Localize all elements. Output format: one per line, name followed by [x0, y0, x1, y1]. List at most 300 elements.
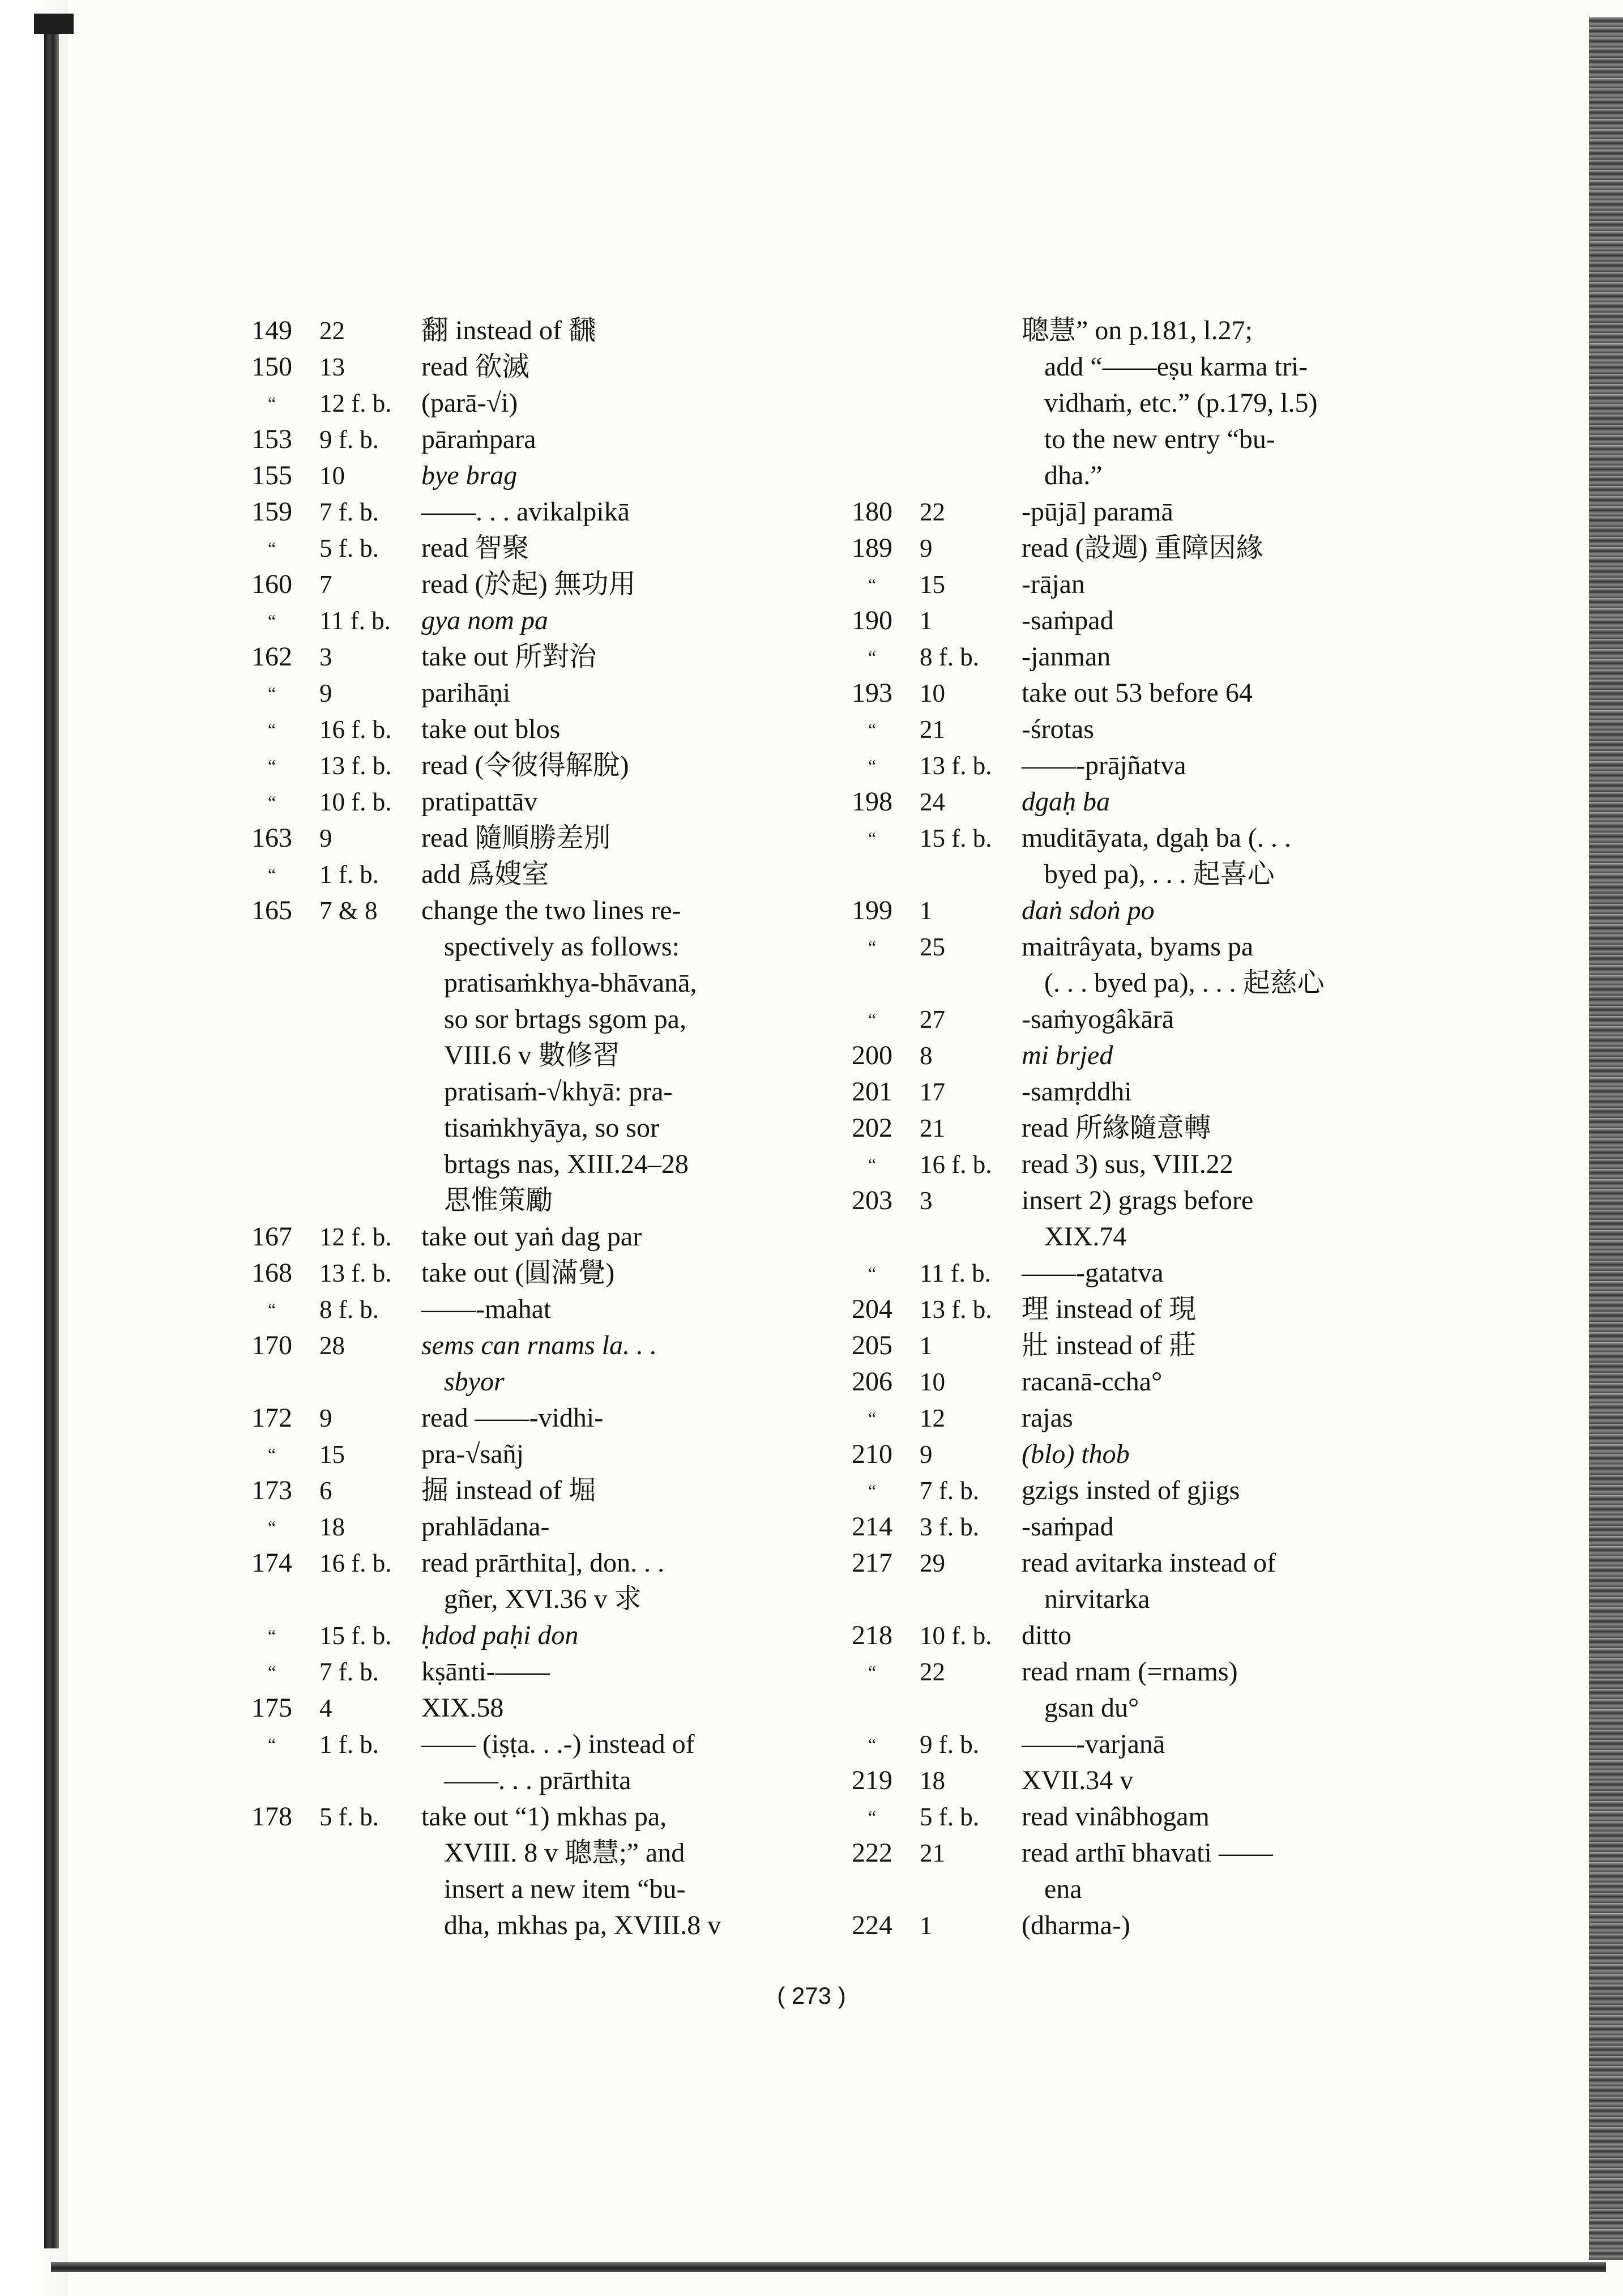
errata-entry: [832, 639, 1399, 675]
entry-correction: [1022, 893, 1399, 929]
entry-correction: [1022, 1436, 1399, 1473]
entry-page: “: [267, 1299, 276, 1320]
correction-line: read 所緣隨意轉: [1022, 1113, 1211, 1143]
errata-entry: [832, 1110, 1399, 1146]
entry-page: 149: [251, 315, 292, 345]
errata-entry: [232, 675, 804, 711]
correction-line: XVIII. 8 v 聰慧;” and: [444, 1838, 685, 1868]
entry-correction: [1022, 1799, 1399, 1835]
correction-line: 掘 instead of 堀: [421, 1475, 596, 1505]
correction-line: ena: [1044, 1874, 1082, 1904]
entry-page: 163: [251, 823, 292, 853]
entry-correction: [1022, 1400, 1399, 1436]
correction-line: ——. . . avikalpikā: [421, 497, 630, 527]
entry-correction: [421, 1799, 804, 1944]
correction-line: read 智聚: [421, 533, 529, 563]
entry-correction: [421, 603, 804, 639]
errata-entry: [232, 458, 804, 494]
entry-line: 9: [319, 679, 332, 707]
entry-page: 217: [852, 1548, 892, 1578]
errata-entry: [232, 639, 804, 675]
entry-line: 1: [920, 1911, 933, 1940]
entry-line: 11 f. b.: [920, 1259, 991, 1287]
entry-page: “: [267, 719, 276, 740]
correction-line: -saṁyogâkārā: [1022, 1004, 1174, 1034]
errata-entry: [232, 1799, 804, 1944]
entry-page: “: [868, 828, 877, 848]
entry-correction: [421, 1654, 804, 1690]
errata-entry: [232, 784, 804, 820]
entry-line: 12 f. b.: [319, 1223, 392, 1251]
correction-line: ——-varjanā: [1022, 1729, 1165, 1759]
entry-page: 162: [251, 642, 292, 672]
correction-line: rajas: [1022, 1403, 1073, 1433]
errata-entry: [832, 1654, 1399, 1726]
entry-line: 16 f. b.: [319, 1549, 392, 1577]
entry-correction: [421, 349, 804, 385]
correction-line: 翻 instead of 飜: [421, 315, 596, 345]
entry-page: “: [267, 611, 276, 631]
entry-correction: [1022, 784, 1399, 820]
entry-line: 11 f. b.: [319, 607, 391, 635]
correction-line: add “——eṣu karma tri-: [1044, 352, 1308, 382]
errata-entry: [832, 1364, 1399, 1400]
correction-line: gya nom pa: [421, 605, 548, 635]
entry-correction: [421, 639, 804, 675]
entry-correction: [421, 1545, 804, 1618]
entry-correction: [1022, 929, 1399, 1001]
correction-line: XIX.58: [421, 1693, 504, 1723]
entry-page: 204: [852, 1294, 892, 1324]
errata-entry: [232, 1726, 804, 1799]
entry-page: “: [868, 1009, 877, 1030]
errata-entry: [832, 313, 1399, 494]
entry-line: 9: [920, 1440, 933, 1469]
entry-line: 17: [920, 1078, 945, 1106]
correction-line: take out yaṅ dag par: [421, 1222, 642, 1252]
entry-page: “: [267, 1444, 276, 1465]
errata-entry: [232, 748, 804, 784]
entry-line: 7 f. b.: [319, 1658, 379, 1686]
correction-line: byed pa), . . . 起喜心: [1044, 859, 1275, 889]
errata-entry: [232, 1654, 804, 1690]
entry-correction: [421, 458, 804, 494]
entry-correction: [1022, 820, 1399, 893]
entry-line: 16 f. b.: [920, 1150, 992, 1179]
errata-entry: [832, 1255, 1399, 1291]
errata-entry: [832, 1907, 1399, 1944]
entry-page: “: [868, 1662, 877, 1682]
errata-entry: [832, 748, 1399, 784]
errata-entry: [232, 856, 804, 893]
entry-line: 1: [920, 1331, 933, 1360]
correction-line: -śrotas: [1022, 714, 1094, 744]
entry-line: 7 & 8: [319, 897, 378, 925]
errata-entry: [232, 385, 804, 421]
errata-entry: [832, 1328, 1399, 1364]
entry-page: 175: [251, 1693, 292, 1723]
entry-line: 13: [319, 353, 345, 381]
entry-correction: [1022, 1328, 1399, 1364]
entry-correction: [1022, 675, 1399, 711]
entry-page: 224: [852, 1910, 892, 1940]
entry-correction: [1022, 1074, 1399, 1110]
entry-page: 200: [852, 1040, 892, 1070]
errata-entry: [832, 711, 1399, 748]
entry-line: 13 f. b.: [319, 1259, 392, 1287]
entry-line: 24: [920, 788, 945, 816]
entry-line: 8 f. b.: [319, 1295, 379, 1324]
entry-correction: [421, 494, 804, 530]
errata-entry: [232, 566, 804, 603]
errata-entry: [832, 1436, 1399, 1473]
entry-page: “: [267, 1662, 276, 1682]
errata-entry: [832, 1726, 1399, 1762]
entry-correction: [1022, 1001, 1399, 1038]
entry-correction: [421, 566, 804, 603]
errata-entry: [832, 1835, 1399, 1907]
correction-line: take out blos: [421, 714, 561, 744]
entry-correction: [421, 385, 804, 421]
entry-correction: [421, 675, 804, 711]
correction-line: bye brag: [421, 460, 518, 490]
correction-line: change the two lines re-: [421, 895, 681, 925]
correction-line: muditāyata, dgaḥ ba (. . .: [1022, 823, 1291, 853]
correction-line: ——-gatatva: [1022, 1258, 1164, 1288]
entry-line: 21: [920, 1114, 945, 1142]
entry-line: 9: [319, 1404, 332, 1432]
correction-line: racanā-ccha°: [1022, 1367, 1163, 1397]
entry-line: 1: [920, 607, 933, 635]
entry-line: 22: [319, 317, 345, 345]
entry-page: “: [868, 1408, 877, 1428]
entry-correction: [421, 1509, 804, 1545]
entry-page: “: [868, 1807, 877, 1827]
correction-line: mi brjed: [1022, 1040, 1113, 1070]
entry-line: 18: [920, 1766, 945, 1795]
errata-entry: [232, 1219, 804, 1255]
entry-correction: [1022, 1473, 1399, 1509]
entry-page: 205: [852, 1330, 892, 1360]
correction-line: 理 instead of 現: [1022, 1294, 1196, 1324]
entry-page: “: [267, 1625, 276, 1646]
entry-page: 170: [251, 1330, 292, 1360]
entry-correction: [421, 530, 804, 566]
entry-line: 22: [920, 1658, 945, 1686]
page-number: ( 273 ): [777, 1982, 846, 2009]
entry-line: 27: [920, 1005, 945, 1034]
errata-entry: [832, 893, 1399, 929]
errata-entry: [832, 566, 1399, 603]
correction-line: kṣānti-——: [421, 1657, 550, 1687]
correction-line: read prārthita], don. . .: [421, 1548, 665, 1578]
entry-page: “: [267, 683, 276, 703]
correction-line: read arthī bhavati ——: [1022, 1838, 1273, 1868]
entry-line: 10 f. b.: [920, 1621, 992, 1650]
entry-page: “: [868, 1480, 877, 1501]
entry-page: “: [868, 574, 877, 595]
entry-page: 165: [251, 895, 292, 925]
correction-line: take out 53 before 64: [1022, 678, 1253, 708]
entry-line: 9 f. b.: [319, 425, 379, 454]
entry-page: “: [267, 538, 276, 558]
entry-page: 190: [852, 605, 892, 635]
correction-line: sbyor: [444, 1367, 505, 1397]
entry-page: 199: [852, 895, 892, 925]
errata-entry: [832, 1473, 1399, 1509]
entry-page: 218: [852, 1620, 892, 1650]
entry-line: 10: [920, 1368, 945, 1396]
entry-line: 6: [319, 1476, 332, 1505]
entry-line: 21: [920, 1839, 945, 1867]
correction-line: -samṛddhi: [1022, 1077, 1132, 1107]
entry-correction: [1022, 639, 1399, 675]
errata-entry: [232, 1473, 804, 1509]
correction-line: read 隨順勝差別: [421, 823, 611, 853]
correction-line: ḥdod paḥi don: [421, 1620, 579, 1650]
entry-page: “: [267, 864, 276, 885]
entry-correction: [421, 1219, 804, 1255]
scan-edge-bottom: [51, 2262, 1606, 2272]
correction-line: ——-prājñatva: [1022, 750, 1186, 780]
entry-correction: [1022, 603, 1399, 639]
entry-page: “: [868, 647, 877, 667]
entry-line: 13 f. b.: [920, 1295, 992, 1324]
entry-page: 153: [251, 424, 292, 454]
entry-page: 159: [251, 497, 292, 527]
errata-entry: [232, 1690, 804, 1726]
entry-line: 29: [920, 1549, 945, 1577]
correction-line: parihāṇi: [421, 678, 511, 708]
errata-entry: [832, 1038, 1399, 1074]
entry-page: 206: [852, 1367, 892, 1397]
entry-correction: [421, 856, 804, 893]
entry-correction: [1022, 313, 1399, 494]
errata-entry: [832, 1799, 1399, 1835]
errata-entry: [832, 494, 1399, 530]
entry-line: 10: [319, 462, 345, 490]
entry-correction: [1022, 1255, 1399, 1291]
correction-line: spectively as follows:: [444, 932, 680, 962]
entry-correction: [1022, 748, 1399, 784]
correction-line: insert 2) grags before: [1022, 1185, 1254, 1215]
entry-page: 180: [852, 497, 892, 527]
entry-correction: [421, 1291, 804, 1328]
errata-entry: [832, 1400, 1399, 1436]
correction-line: 壯 instead of 莊: [1022, 1330, 1196, 1360]
errata-entry: [232, 1545, 804, 1618]
errata-entry: [832, 929, 1399, 1001]
scan-edge-right: [1589, 17, 1623, 2260]
entry-page: 150: [251, 352, 292, 382]
correction-line: XVII.34 v: [1022, 1765, 1134, 1795]
correction-line: dha.”: [1044, 460, 1103, 490]
entry-correction: [1022, 1110, 1399, 1146]
entry-line: 3 f. b.: [920, 1513, 979, 1541]
entry-line: 13 f. b.: [920, 752, 992, 780]
correction-line: read (令彼得解脫): [421, 750, 629, 780]
entry-page: “: [267, 756, 276, 776]
entry-line: 15: [920, 570, 945, 599]
errata-entry: [232, 349, 804, 385]
entry-page: 167: [251, 1222, 292, 1252]
errata-entry: [832, 1001, 1399, 1038]
entry-page: 202: [852, 1113, 892, 1143]
entry-line: 9 f. b.: [920, 1730, 979, 1759]
entry-line: 1 f. b.: [319, 860, 379, 889]
entry-line: 18: [319, 1513, 345, 1541]
entry-line: 10 f. b.: [319, 788, 392, 816]
correction-line: read ——-vidhi-: [421, 1403, 604, 1433]
correction-line: pra-√sañj: [421, 1439, 524, 1469]
errata-entry: [232, 1400, 804, 1436]
errata-entry: [832, 1074, 1399, 1110]
correction-line: VIII.6 v 數修習: [444, 1040, 620, 1070]
entry-correction: [1022, 1364, 1399, 1400]
entry-page: “: [868, 1154, 877, 1175]
entry-correction: [421, 711, 804, 748]
correction-line: dha, mkhas pa, XVIII.8 v: [444, 1910, 721, 1940]
entry-correction: [421, 1255, 804, 1291]
correction-line: pratisaṁkhya-bhāvanā,: [444, 968, 697, 998]
correction-line: vidhaṁ, etc.” (p.179, l.5): [1044, 388, 1318, 418]
correction-line: -saṁpad: [1022, 605, 1114, 635]
errata-entry: [832, 784, 1399, 820]
correction-line: tisaṁkhyāya, so sor: [444, 1113, 659, 1143]
entry-correction: [1022, 1146, 1399, 1183]
errata-entry: [832, 1146, 1399, 1183]
errata-entry: [232, 313, 804, 349]
correction-line: take out 所對治: [421, 642, 597, 672]
errata-entry: [832, 820, 1399, 893]
entry-page: 155: [251, 460, 292, 490]
correction-line: -saṁpad: [1022, 1512, 1114, 1542]
correction-line: read 3) sus, VIII.22: [1022, 1149, 1233, 1179]
entry-correction: [1022, 494, 1399, 530]
correction-line: gsan du°: [1044, 1693, 1139, 1723]
correction-line: read vinâbhogam: [1022, 1802, 1210, 1832]
correction-line: XIX.74: [1044, 1222, 1127, 1252]
entry-page: 219: [852, 1765, 892, 1795]
entry-line: 7 f. b.: [920, 1476, 979, 1505]
entry-correction: [1022, 1618, 1399, 1654]
errata-entry: [832, 1618, 1399, 1654]
entry-correction: [1022, 1545, 1399, 1618]
errata-entry: [832, 1762, 1399, 1799]
correction-line: daṅ sdoṅ po: [1022, 895, 1155, 925]
entry-page: “: [868, 1734, 877, 1755]
entry-line: 1 f. b.: [319, 1730, 379, 1759]
entry-line: 9: [920, 534, 933, 562]
errata-column-right: [832, 313, 1399, 1944]
errata-entry: [232, 530, 804, 566]
errata-entry: [232, 1509, 804, 1545]
entry-line: 28: [319, 1331, 345, 1360]
entry-correction: [421, 893, 804, 1219]
entry-page: 214: [852, 1512, 892, 1542]
correction-line: prahlādana-: [421, 1512, 550, 1542]
errata-entry: [232, 1291, 804, 1328]
errata-entry: [232, 1436, 804, 1473]
entry-line: 9: [319, 824, 332, 852]
errata-entry: [232, 421, 804, 458]
entry-line: 7 f. b.: [319, 498, 379, 526]
errata-entry: [832, 675, 1399, 711]
entry-correction: [1022, 1183, 1399, 1255]
errata-entry: [232, 893, 804, 1219]
correction-line: brtags nas, XIII.24–28: [444, 1149, 689, 1179]
entry-line: 15: [319, 1440, 345, 1469]
correction-line: pratipattāv: [421, 787, 538, 817]
entry-correction: [1022, 1509, 1399, 1545]
correction-line: take out “1) mkhas pa,: [421, 1802, 667, 1832]
correction-line: -rājan: [1022, 569, 1085, 599]
errata-column-left: [232, 313, 804, 1944]
entry-page: 203: [852, 1185, 892, 1215]
errata-entry: [832, 1545, 1399, 1618]
entry-line: 15 f. b.: [319, 1621, 392, 1650]
correction-line: gñer, XVI.36 v 求: [444, 1584, 642, 1614]
entry-line: 5 f. b.: [920, 1803, 979, 1831]
entry-page: 201: [852, 1077, 892, 1107]
errata-entry: [832, 1291, 1399, 1328]
entry-correction: [421, 820, 804, 856]
entry-page: “: [868, 1263, 877, 1283]
entry-correction: [1022, 1291, 1399, 1328]
entry-correction: [421, 748, 804, 784]
entry-line: 15 f. b.: [920, 824, 992, 852]
correction-line: gzigs insted of gjigs: [1022, 1475, 1240, 1505]
errata-entry: [232, 711, 804, 748]
correction-line: 思惟策勵: [444, 1185, 553, 1215]
correction-line: -janman: [1022, 642, 1111, 672]
entry-correction: [1022, 711, 1399, 748]
entry-correction: [421, 1618, 804, 1654]
entry-page: “: [868, 756, 877, 776]
correction-line: sems can rnams la. . .: [421, 1330, 657, 1360]
correction-line: so sor brtags sgom pa,: [444, 1004, 686, 1034]
entry-page: 189: [852, 533, 892, 563]
correction-line: maitrâyata, byams pa: [1022, 932, 1254, 962]
entry-correction: [421, 421, 804, 458]
errata-entry: [232, 1328, 804, 1400]
correction-line: to the new entry “bu-: [1044, 424, 1275, 454]
correction-line: (parā-√i): [421, 388, 518, 418]
entry-page: 222: [852, 1838, 892, 1868]
entry-page: 198: [852, 787, 892, 817]
entry-correction: [421, 1690, 804, 1726]
entry-correction: [421, 1726, 804, 1799]
correction-line: (. . . byed pa), . . . 起慈心: [1044, 968, 1325, 998]
entry-page: 172: [251, 1403, 292, 1433]
errata-entry: [832, 1509, 1399, 1545]
errata-entry: [232, 494, 804, 530]
correction-line: take out (圓滿覺): [421, 1258, 615, 1288]
errata-entry: [232, 1618, 804, 1654]
entry-page: 168: [251, 1258, 292, 1288]
correction-line: read 欲滅: [421, 352, 529, 382]
entry-page: “: [267, 1734, 276, 1755]
entry-page: 160: [251, 569, 292, 599]
entry-page: “: [267, 792, 276, 812]
correction-line: pratisaṁ-√khyā: pra-: [444, 1077, 673, 1107]
errata-entry: [832, 530, 1399, 566]
correction-line: ditto: [1022, 1620, 1072, 1650]
entry-page: 174: [251, 1548, 292, 1578]
entry-line: 25: [920, 933, 945, 961]
entry-page: “: [267, 1517, 276, 1537]
errata-entry: [232, 1255, 804, 1291]
